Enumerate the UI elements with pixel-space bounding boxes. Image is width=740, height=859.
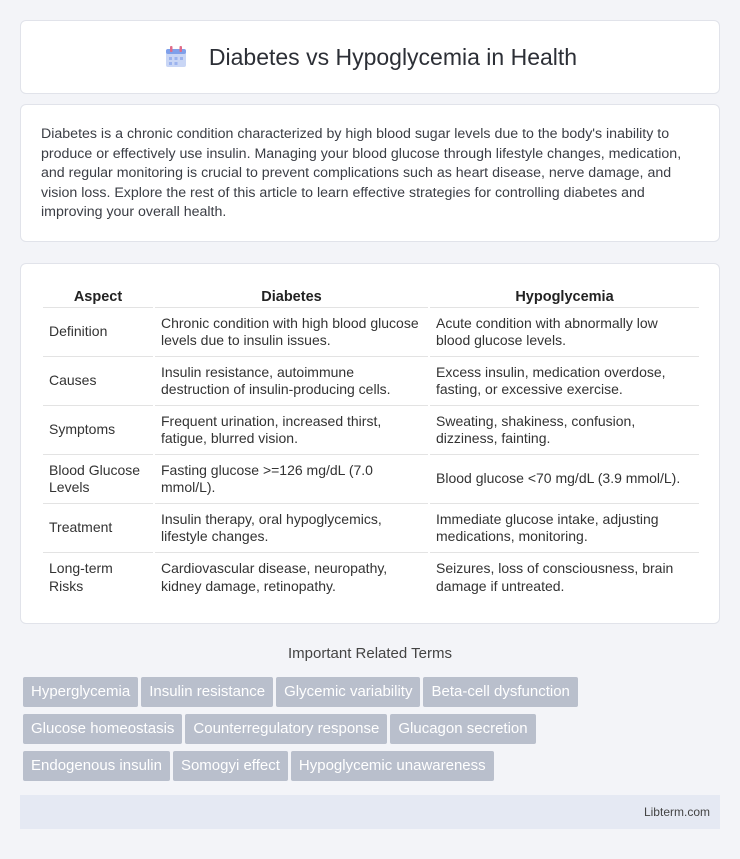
row-aspect: Blood Glucose Levels [43,455,153,504]
row-hypoglycemia: Acute condition with abnormally low blood glucose levels. [430,308,699,357]
row-aspect: Long-term Risks [49,560,113,594]
page-title: Diabetes vs Hypoglycemia in Health [208,43,578,70]
table-row [43,504,699,553]
row-aspect: Causes [43,357,153,406]
table-row [43,553,699,602]
header-diabetes: Diabetes [155,284,428,308]
related-term-tag[interactable]: Glucagon secretion [390,714,535,744]
intro-card [20,104,720,242]
calendar-icon [163,44,189,70]
table-header-row [43,284,699,308]
related-terms-title: Important Related Terms [288,645,452,662]
related-term-tag[interactable]: Beta-cell dysfunction [423,677,577,707]
row-diabetes: Fasting glucose >=126 mg/dL (7.0 mmol/L). [155,455,428,504]
table-row [43,357,699,406]
related-term-tag[interactable]: Insulin resistance [141,677,273,707]
row-hypoglycemia: Blood glucose <70 mg/dL (3.9 mmol/L). [430,455,699,504]
related-term-tag[interactable]: Hyperglycemia [23,677,138,707]
footer-site-link[interactable]: Libterm.com [643,805,710,819]
related-term-tag[interactable]: Somogyi effect [173,751,288,781]
header-hypoglycemia: Hypoglycemia [430,284,699,308]
related-term-tag[interactable]: Hypoglycemic unawareness [291,751,494,781]
row-aspect: Treatment [43,504,153,553]
footer [20,795,720,829]
row-aspect: Definition [43,308,153,357]
related-term-tag[interactable]: Counterregulatory response [185,714,387,744]
row-hypoglycemia: Immediate glucose intake, adjusting medications, monitoring. [430,504,699,553]
row-diabetes: Insulin resistance, autoimmune destruction of insulin-producing cells. [155,357,428,406]
row-diabetes: Chronic condition with high blood glucose levels due to insulin issues. [155,308,428,357]
row-hypoglycemia: Sweating, shakiness, confusion, dizziness, fainting. [430,406,699,455]
row-hypoglycemia: Seizures, loss of consciousness, brain damage if untreated. [436,560,674,594]
related-term-tag[interactable]: Glucose homeostasis [23,714,182,744]
table-row [43,455,699,504]
comparison-card [20,263,720,624]
row-diabetes: Frequent urination, increased thirst, fatigue, blurred vision. [155,406,428,455]
header-aspect: Aspect [43,284,153,308]
related-term-tag[interactable]: Glycemic variability [276,677,420,707]
comparison-table [41,284,701,602]
intro-text: Diabetes is a chronic condition characterized by high blood sugar levels due to the body's inability to produce or effectively use insulin. Managing your blood glucose through lifestyle changes, medication, and regular monitoring is crucial to prevent complications such as heart disease, nerve damage, and vision loss. Explore the rest of this article to learn effective strategies for controlling diabetes and improving your overall health. [41,126,682,221]
row-hypoglycemia: Excess insulin, medication overdose, fasting, or excessive exercise. [430,357,699,406]
row-diabetes: Insulin therapy, oral hypoglycemics, lifestyle changes. [155,504,428,553]
related-terms-list [23,677,723,788]
header-card [20,20,720,94]
related-term-tag[interactable]: Endogenous insulin [23,751,170,781]
table-row [43,406,699,455]
row-aspect: Symptoms [43,406,153,455]
table-row [43,308,699,357]
row-diabetes: Cardiovascular disease, neuropathy, kidney damage, retinopathy. [161,560,388,594]
